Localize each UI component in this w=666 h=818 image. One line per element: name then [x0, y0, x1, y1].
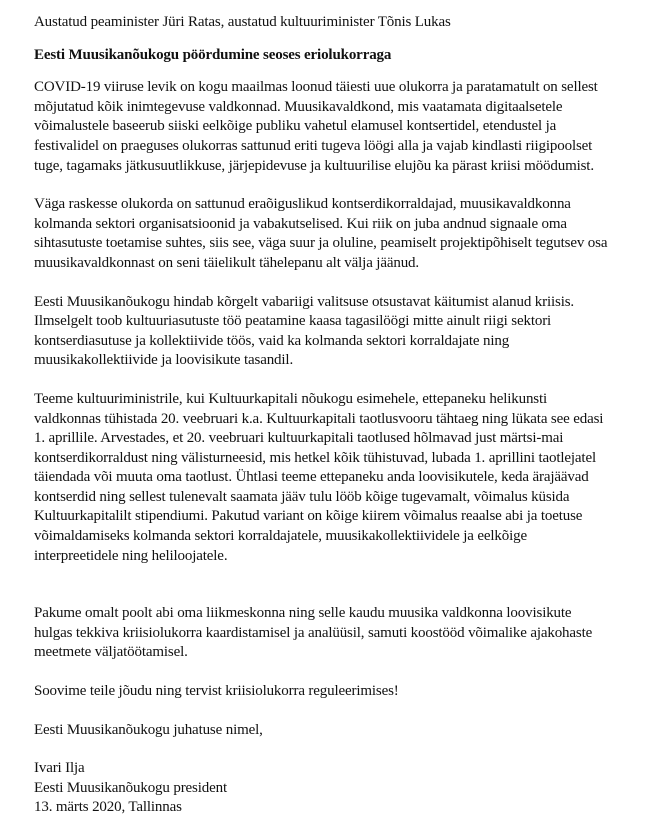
paragraph-4 [34, 390, 646, 566]
text-line: sihtasutuste toetamise suhtes, siis see, väga suur ja oluline, peamiselt projektipõhiselt tegutsev osa [34, 235, 608, 252]
text-line: valdkonnas tühistada 20. veebruari k.a. Kultuurkapitali taotlusvooru tähtaeg ning lükata see edasi [34, 410, 604, 427]
paragraph-5 [34, 604, 646, 663]
paragraph-6 [34, 682, 646, 702]
text-line: täiendada või muuta oma taotlust. Ühtlasi teeme ettepaneku anda loovisikutele, keda ärajäävad [34, 469, 589, 486]
text-line: festivalidel on praeguses olukorras sattunud eriti tugeva löögi alla ja vajab kindlasti riigipoolset [34, 137, 593, 154]
paragraph-2 [34, 195, 646, 273]
paragraph-3 [34, 293, 646, 371]
text-line: Kultuurkapitalilt stipendiumi. Pakutud variant on kõige kiirem võimalus reaalse abi ja toetuse [34, 508, 583, 525]
text-line: muusikavaldkonnast on seni täielikult tähelepanu alt välja jäänud. [34, 254, 419, 271]
text-line: kontserdikorraldust ning välisturneesid, mis hetkel kõik tühistuvad, lubada 1. aprillini taotlejatel [34, 449, 596, 466]
signer-position: Eesti Muusikanõukogu president [34, 779, 227, 796]
text-line: Teeme kultuuriministrile, kui Kultuurkapitali nõukogu esimehele, ettepaneku helikunsti [34, 390, 548, 407]
text-line: mõjutatud kõik inimtegevuse valdkonnad. Muusikavaldkond, mis vaatamata digitaalsetele [34, 98, 563, 115]
text-line: Väga raskesse olukorda on sattunud eraõiguslikud kontserdikorraldajad, muusikavaldkonna [34, 196, 571, 213]
text-line: interpreetidele ning heliloojatele. [34, 547, 228, 564]
text-line: muusikakollektiivide ja loovisikute tasandil. [34, 352, 294, 369]
letter-title: Eesti Muusikanõukogu pöördumine seoses eriolukorraga [34, 46, 392, 63]
paragraph-1 [34, 78, 646, 176]
text-line: kontserdiasutuse ja kollektiivide töös, vaid ka kolmanda sektori korraldajate ning [34, 332, 510, 349]
text-line: võimalustele baseerub siiski eelkõige publiku vahetul elamusel kontsertidel, etendustel ja [34, 118, 557, 135]
text-line: võimaldamiseks kolmanda sektori korraldajatele, muusikakollektiividele ja eelkõige [34, 528, 527, 545]
text-line: 1. aprillile. Arvestades, et 20. veebruari kultuurkapitali taotlused hõlmavad just märtsi-mai [34, 430, 564, 447]
closing: Eesti Muusikanõukogu juhatuse nimel, [34, 721, 263, 738]
text-line: kolmanda sektori organisatsioonid ja vabakutselised. Kui riik on juba andnud signaale oma [34, 215, 567, 232]
text-line: hulgas tekkiva kriisiolukorra kaardistamisel ja analüüsil, samuti koostööd võimalike ajakohaste [34, 624, 593, 641]
text-line: Soovime teile jõudu ning tervist kriisiolukorra reguleerimises! [34, 683, 399, 700]
date-place: 13. märts 2020, Tallinnas [34, 799, 182, 816]
text-line: tuge, tagamaks jätkusuutlikkuse, järjepidevuse ja kultuurilise elujõu ka pärast kriisi möödumist. [34, 157, 594, 174]
signer-name: Ivari Ilja [34, 760, 85, 777]
text-line: Pakume omalt poolt abi oma liikmeskonna ning selle kaudu muusika valdkonna loovisikute [34, 605, 572, 622]
text-line: kontserdid ning sellest tulenevalt saamata jääv tulu lööb kõige tugevamalt, võimalus küsida [34, 488, 570, 505]
text-line: meetmete väljatöötamisel. [34, 644, 188, 661]
text-line: Eesti Muusikanõukogu hindab kõrgelt vabariigi valitsuse otsustavat käitumist alanud kriisis. [34, 293, 575, 310]
signature-block [34, 759, 646, 818]
salutation: Austatud peaminister Jüri Ratas, austatud kultuuriminister Tõnis Lukas [34, 14, 451, 30]
text-line: Ilmselgelt toob kultuuriasutuste töö peatamine kaasa tagasilöögi mitte ainult riigi sektori [34, 313, 552, 330]
text-line: COVID-19 viiruse levik on kogu maailmas loonud täiesti uue olukorra ja paratamatult on sellest [34, 79, 598, 96]
